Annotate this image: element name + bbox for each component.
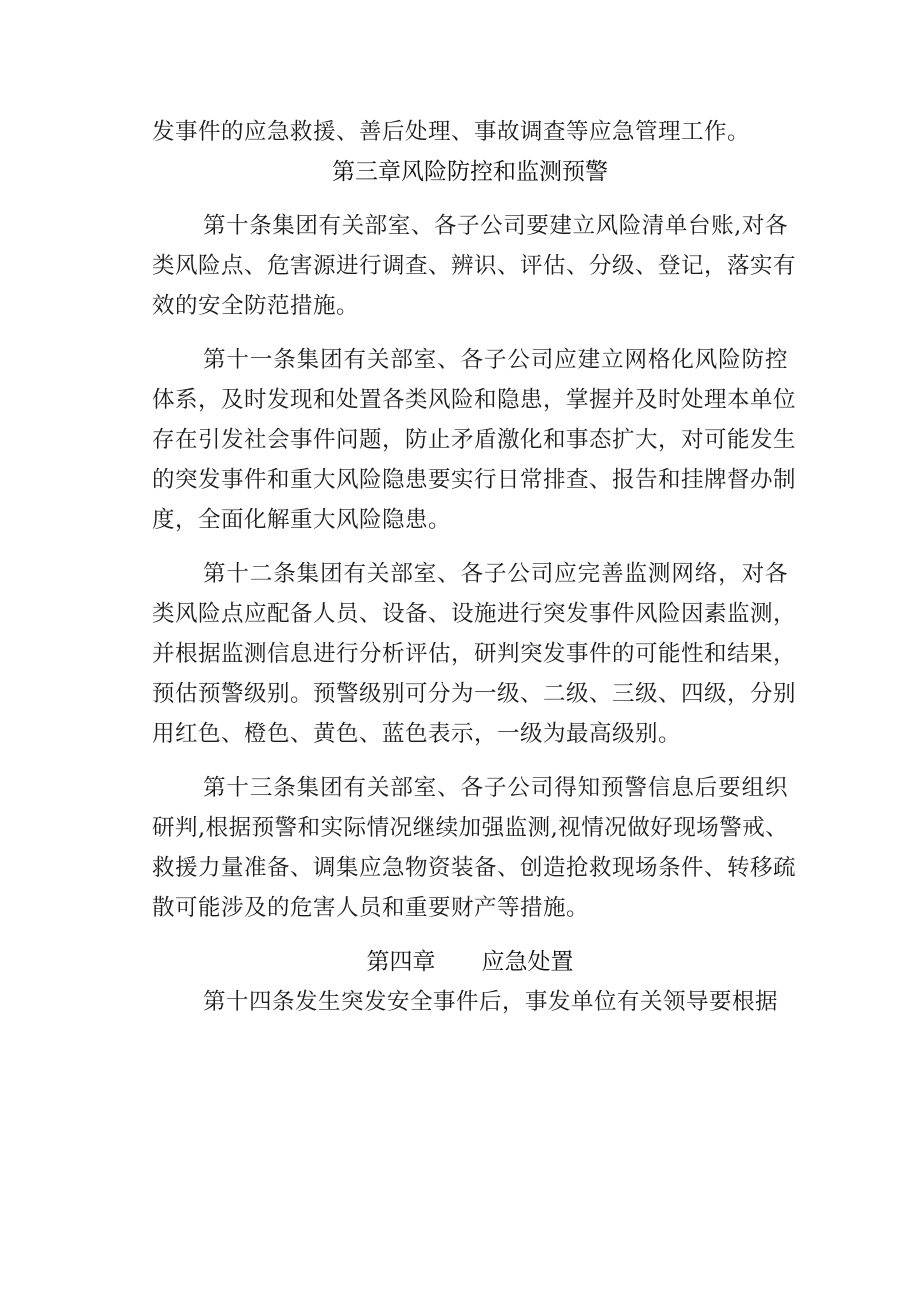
article-12-line: 第十二条集团有关部室、各子公司应完善监测网络，对各 bbox=[203, 561, 788, 587]
article-10 bbox=[152, 206, 797, 326]
article-10-line: 第十条集团有关部室、各子公司要建立风险清单台账,对各 bbox=[203, 213, 788, 239]
article-11-line: 度，全面化解重大风险隐患。 bbox=[152, 507, 452, 533]
article-13 bbox=[152, 768, 797, 928]
paragraph-fragment: 发事件的应急救援、善后处理、事故调查等应急管理工作。 bbox=[152, 119, 751, 145]
article-11-line: 存在引发社会事件问题，防止矛盾激化和事态扩大，对可能发生 bbox=[152, 427, 797, 453]
document-page bbox=[152, 112, 797, 1022]
article-13-line: 救援力量准备、调集应急物资装备、创造抢救现场条件、转移疏 bbox=[152, 855, 797, 881]
article-11 bbox=[152, 340, 797, 540]
article-13-line: 散可能涉及的危害人员和重要财产等措施。 bbox=[152, 895, 590, 921]
article-11-line: 的突发事件和重大风险隐患要实行日常排查、报告和挂牌督办制 bbox=[152, 467, 797, 493]
article-11-line: 第十一条集团有关部室、各子公司应建立网格化风险防控 bbox=[203, 347, 788, 373]
article-13-line: 研判,根据预警和实际情况继续加强监测,视情况做好现场警戒、 bbox=[152, 815, 789, 841]
article-12-line: 用红色、橙色、黄色、蓝色表示，一级为最高级别。 bbox=[152, 721, 682, 747]
article-13-line: 第十三条集团有关部室、各子公司得知预警信息后要组织 bbox=[203, 775, 788, 801]
article-12-line: 并根据监测信息进行分析评估，研判突发事件的可能性和结果， bbox=[152, 641, 797, 667]
article-12 bbox=[152, 554, 797, 754]
article-12-line: 类风险点应配备人员、设备、设施进行突发事件风险因素监测， bbox=[152, 601, 797, 627]
chapter-4-name: 应急处置 bbox=[481, 949, 574, 975]
article-12-line: 预估预警级别。预警级别可分为一级、二级、三级、四级，分别 bbox=[152, 681, 797, 707]
article-14-line: 第十四条发生突发安全事件后，事发单位有关领导要根据 bbox=[203, 989, 779, 1015]
chapter-3-title: 第三章风险防控和监测预警 bbox=[332, 159, 608, 185]
article-10-line: 效的安全防范措施。 bbox=[152, 293, 360, 319]
article-10-line: 类风险点、危害源进行调查、辨识、评估、分级、登记，落实有 bbox=[152, 253, 797, 279]
article-11-line: 体系，及时发现和处置各类风险和隐患，掌握并及时处理本单位 bbox=[152, 387, 797, 413]
chapter-4-number: 第四章 bbox=[366, 949, 436, 975]
chapter-4-title bbox=[152, 942, 788, 982]
